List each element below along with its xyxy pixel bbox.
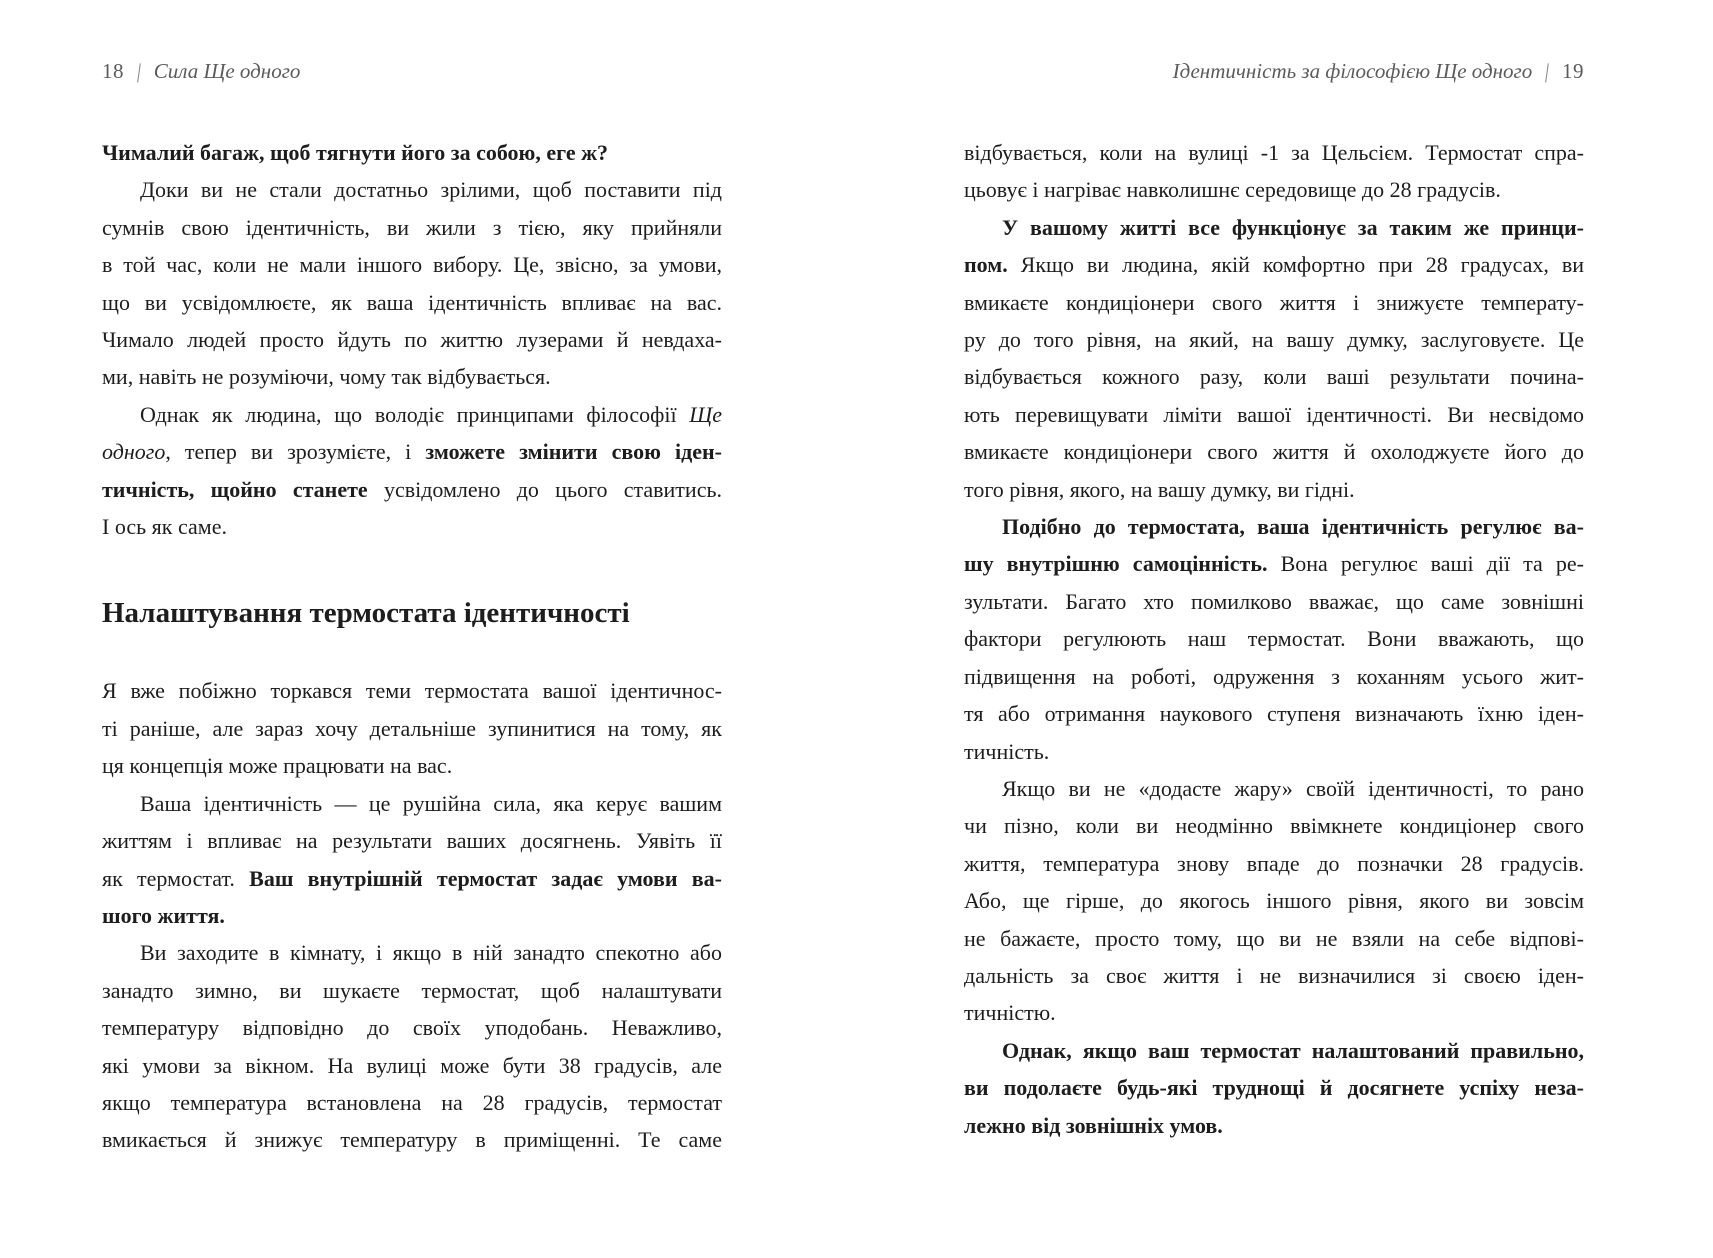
text-run: Якщо ви людина, якій комфортно при 28 градусах, ви xyxy=(1007,252,1584,278)
running-head-divider: | xyxy=(1542,59,1552,83)
text-line xyxy=(964,433,1584,470)
text-run: ру до того рівня, на який, на вашу думку, заслуговуєте. Це xyxy=(964,327,1584,353)
running-head-left xyxy=(102,58,722,84)
text-run: в той час, коли не мали іншого вибору. Це, звісно, за умови, xyxy=(102,252,722,278)
paragraph xyxy=(102,396,722,546)
text-run: чи пізно, коли ви неодмінно ввімкнете кондиціонер свого xyxy=(964,813,1584,839)
text-line xyxy=(964,134,1584,171)
text-line xyxy=(964,920,1584,957)
text-line xyxy=(102,710,722,747)
text-run: якщо температура встановлена на 28 градусів, термостат xyxy=(102,1089,722,1115)
text-run: які умови за вікном. На вулиці може бути 38 градусів, але xyxy=(102,1052,722,1078)
text-line xyxy=(102,134,722,171)
text-line xyxy=(102,284,722,321)
text-line xyxy=(964,171,1584,208)
text-line xyxy=(102,433,722,470)
text-run: Чимало людей просто йдуть по життю лузерами й невдаха- xyxy=(102,327,722,353)
text-line xyxy=(102,358,722,395)
text-run: , тепер ви зрозумієте, і xyxy=(165,439,426,465)
text-line xyxy=(964,807,1584,844)
text-run: Якщо ви не «додасте жару» своїй ідентичності, то рано xyxy=(1002,775,1584,801)
text-run: тичність. xyxy=(964,738,1050,764)
paragraph xyxy=(964,134,1584,209)
text-line xyxy=(964,882,1584,919)
text-line xyxy=(102,672,722,709)
page-left xyxy=(102,0,722,1159)
text-line xyxy=(102,321,722,358)
paragraph xyxy=(102,171,722,395)
text-run: сумнів свою ідентичність, ви жили з тією, яку прийняли xyxy=(102,214,722,240)
text-line xyxy=(964,1069,1584,1106)
text-line xyxy=(964,396,1584,433)
italic-text-run: одного xyxy=(102,439,166,465)
text-run: вмикається й знижує температуру в приміщенні. Те саме xyxy=(102,1127,722,1153)
text-run: тичністю. xyxy=(964,1000,1056,1026)
text-run: ють перевищувати ліміти вашої ідентичності. Ви несвідомо xyxy=(964,401,1584,427)
text-run: усвідомлено до цього ставитись. xyxy=(367,476,722,502)
bold-text-run: пом. xyxy=(964,252,1008,278)
italic-text-run: Ще xyxy=(689,401,722,427)
text-line xyxy=(102,1009,722,1046)
running-title-left: Сила Ще одного xyxy=(153,59,301,83)
text-run: ті раніше, але зараз хочу детальніше зупинитися на тому, як xyxy=(102,715,722,741)
text-line xyxy=(964,209,1584,246)
page-body-left xyxy=(102,134,722,1159)
text-run: І ось як саме. xyxy=(102,514,227,540)
text-run: що ви усвідомлюєте, як ваша ідентичність впливає на вас. xyxy=(102,289,722,315)
page-body-right xyxy=(964,134,1584,1144)
text-run: вмикаєте кондиціонери свого життя і знижуєте температу- xyxy=(964,289,1584,315)
text-run: вмикаєте кондиціонери свого життя й охолоджуєте його до xyxy=(964,439,1584,465)
text-run: відбувається, коли на вулиці -1 за Цельсієм. Термостат спра- xyxy=(964,140,1584,165)
text-line xyxy=(964,695,1584,732)
text-run: Ваша ідентичність — це рушійна сила, яка керує вашим xyxy=(140,790,722,816)
page-right xyxy=(964,0,1584,1144)
text-line xyxy=(964,845,1584,882)
text-run: цьовує і нагріває навколишнє середовище до 28 градусів. xyxy=(964,177,1501,203)
paragraph xyxy=(102,934,722,1158)
paragraph xyxy=(964,1032,1584,1144)
text-line xyxy=(102,471,722,508)
text-line xyxy=(964,246,1584,283)
running-head-right xyxy=(964,58,1584,84)
section-heading: Налаштування термостата ідентичності xyxy=(102,597,630,630)
text-run: Або, ще гірше, до якогось іншого рівня, якого ви зовсім xyxy=(964,888,1584,914)
text-line xyxy=(964,957,1584,994)
text-line xyxy=(102,747,722,784)
text-run: ця концепція може працювати на вас. xyxy=(102,753,453,779)
paragraph xyxy=(102,672,722,784)
text-line xyxy=(964,321,1584,358)
text-run: дальність за своє життя і не визначилися зі своєю іден- xyxy=(964,962,1584,988)
text-run: Однак як людина, що володіє принципами філософії xyxy=(140,401,690,427)
text-line xyxy=(102,171,722,208)
text-line xyxy=(964,620,1584,657)
text-line xyxy=(964,358,1584,395)
text-line xyxy=(964,508,1584,545)
text-run: не бажаєте, просто тому, що ви не взяли на себе відпові- xyxy=(964,925,1584,951)
text-line xyxy=(102,1121,722,1158)
text-run: занадто зимно, ви шукаєте термостат, щоб налаштувати xyxy=(102,977,722,1003)
text-line xyxy=(964,545,1584,582)
text-line xyxy=(102,209,722,246)
text-run: Я вже побіжно торкався теми термостата вашої ідентичнос- xyxy=(102,678,722,704)
bold-text-run: зможете змінити свою іден- xyxy=(425,439,722,465)
text-run: Ви заходите в кімнату, і якщо в ній занадто спекотно або xyxy=(140,940,722,966)
bold-text-run: тичність, щойно станете xyxy=(102,476,368,502)
text-run: підвищення на роботі, одруження з коханням усього жит- xyxy=(964,663,1584,689)
text-line xyxy=(102,785,722,822)
bold-text-run: шу внутрішню самоцінність. xyxy=(964,551,1268,577)
text-run: зультати. Багато хто помилково вважає, що саме зовнішні xyxy=(964,588,1584,614)
text-line xyxy=(964,770,1584,807)
text-line xyxy=(102,1047,722,1084)
text-line xyxy=(964,658,1584,695)
text-line xyxy=(102,246,722,283)
bold-text-run: Чималий багаж, щоб тягнути його за собою, еге ж? xyxy=(102,140,609,165)
text-run: життя, температура знову впаде до позначки 28 градусів. xyxy=(964,850,1584,876)
text-line xyxy=(964,1032,1584,1069)
bold-text-run: Ваш внутрішній термостат задає умови ва- xyxy=(249,865,722,891)
running-title-right: Ідентичність за філософією Ще одного xyxy=(1172,59,1533,83)
paragraph xyxy=(102,134,722,171)
text-run: життям і впливає на результати ваших досягнень. Уявіть її xyxy=(102,828,722,854)
text-run: тя або отримання наукового ступеня визначають їхню іден- xyxy=(964,701,1584,727)
bold-text-run: шого життя. xyxy=(102,902,225,928)
text-run: Вона регулює ваші дії та ре- xyxy=(1267,551,1584,577)
paragraph xyxy=(964,209,1584,508)
text-run: того рівня, якого, на вашу думку, ви гідні. xyxy=(964,476,1355,502)
text-line xyxy=(964,994,1584,1031)
text-run: фактори регулюють наш термостат. Вони вважають, що xyxy=(964,626,1584,652)
paragraph xyxy=(964,770,1584,1032)
paragraph xyxy=(102,785,722,935)
text-run: як термостат. xyxy=(102,865,250,891)
paragraph xyxy=(964,508,1584,770)
bold-text-run: ви подолаєте будь-які труднощі й досягнете успіху неза- xyxy=(964,1075,1584,1101)
text-line xyxy=(102,396,722,433)
text-line xyxy=(102,508,722,545)
text-line xyxy=(102,897,722,934)
text-line xyxy=(964,471,1584,508)
page-number-right: 19 xyxy=(1562,59,1584,83)
text-run: відбувається кожного разу, коли ваші результати почина- xyxy=(964,364,1584,390)
text-line xyxy=(102,934,722,971)
text-line xyxy=(964,733,1584,770)
text-line xyxy=(102,822,722,859)
bold-text-run: Однак, якщо ваш термостат налаштований правильно, xyxy=(1002,1037,1584,1063)
text-run: ми, навіть не розуміючи, чому так відбувається. xyxy=(102,364,551,390)
text-run: Доки ви не стали достатньо зрілими, щоб поставити під xyxy=(140,177,722,203)
text-line xyxy=(964,284,1584,321)
text-line xyxy=(102,860,722,897)
bold-text-run: Подібно до термостата, ваша ідентичність регулює ва- xyxy=(1002,514,1584,540)
text-run: температуру відповідно до своїх уподобань. Неважливо, xyxy=(102,1015,722,1041)
bold-text-run: лежно від зовнішніх умов. xyxy=(964,1112,1223,1138)
page-number-left: 18 xyxy=(102,59,124,83)
running-head-divider: | xyxy=(134,59,144,83)
text-line xyxy=(102,1084,722,1121)
text-line xyxy=(102,972,722,1009)
bold-text-run: У вашому житті все функціонує за таким же принци- xyxy=(1002,214,1584,240)
text-line xyxy=(964,1107,1584,1144)
text-line xyxy=(964,583,1584,620)
